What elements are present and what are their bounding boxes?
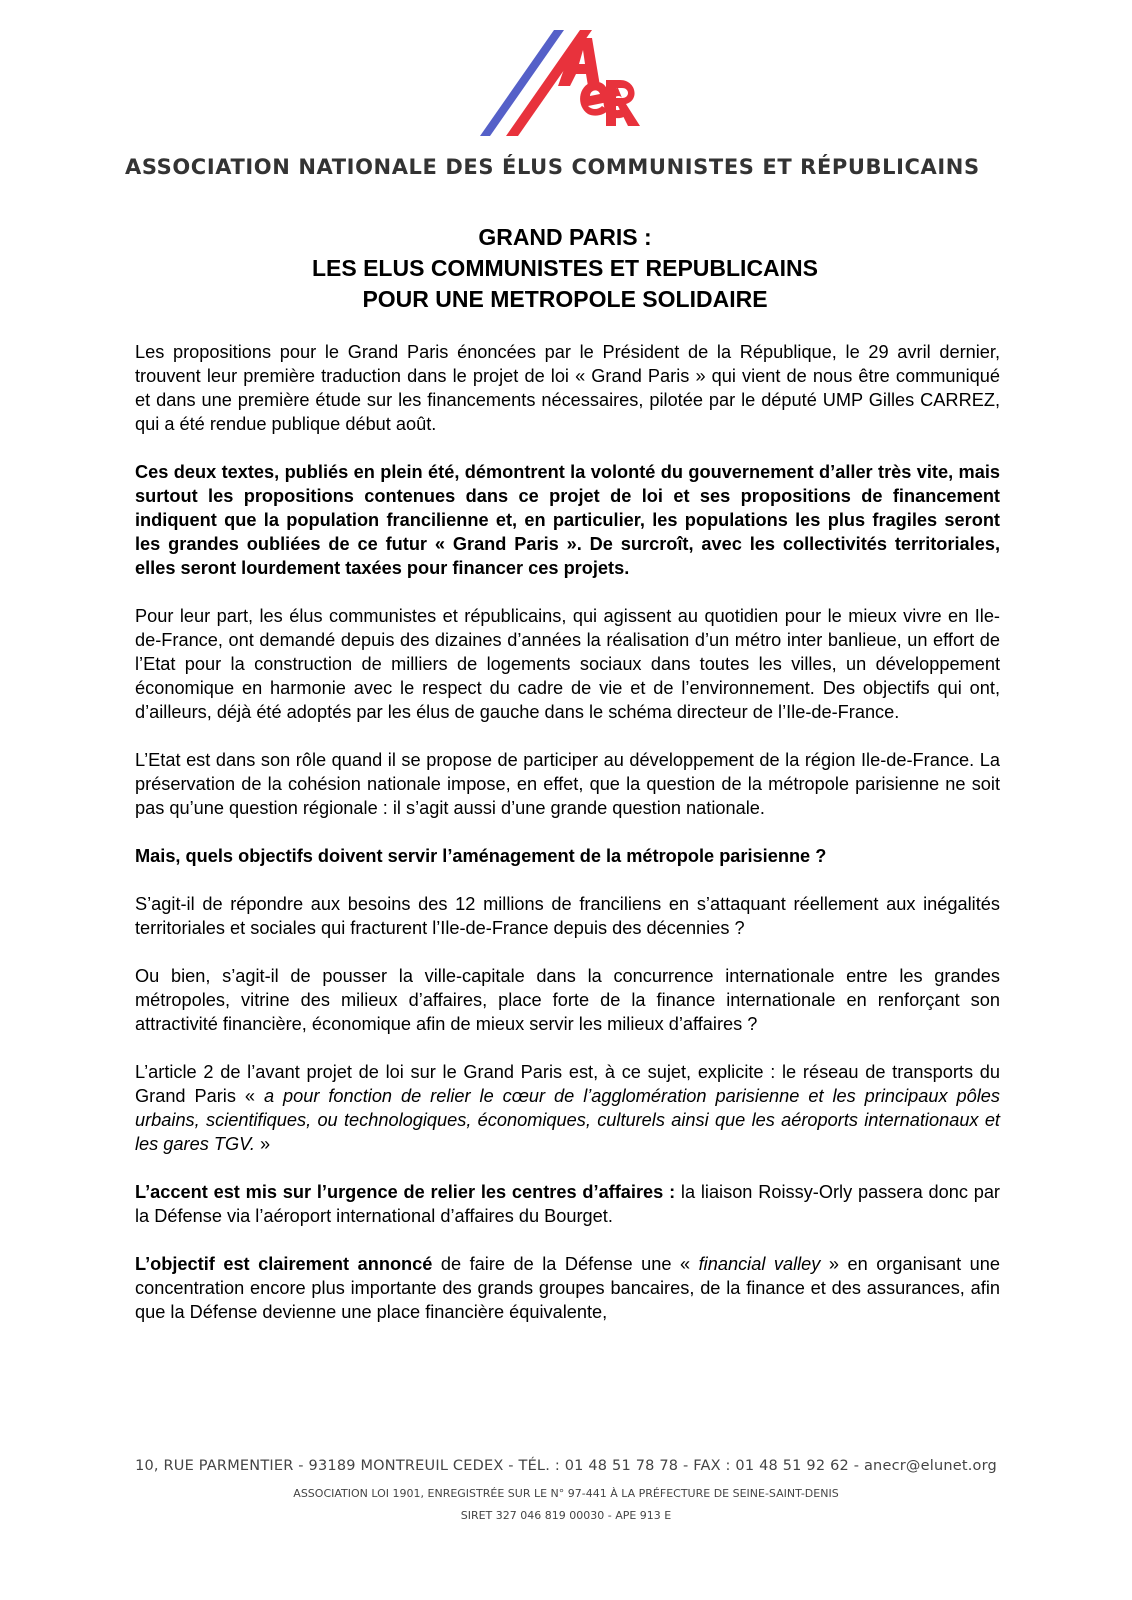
paragraph-8 <box>135 1060 1000 1156</box>
organization-name: ASSOCIATION NATIONALE DES ÉLUS COMMUNISTES ET RÉPUBLICAINS <box>125 155 980 179</box>
paragraph-3: Pour leur part, les élus communistes et républicains, qui agissent au quotidien pour le mieux vivre en Ile-de-France, ont demandé depuis des dizaines d’années la réalisation d’un métro inter banlieue, un effort de l’Etat pour la construction de milliers de logements sociaux dans toutes les villes, un développement économique en harmonie avec le respect du cadre de vie et de l’environnement. Des objectifs qui ont, d’ailleurs, déjà été adoptés par les élus de gauche dans le schéma directeur de l’Ile-de-France. <box>135 606 1000 722</box>
paragraph-7: Ou bien, s’agit-il de pousser la ville-capitale dans la concurrence internationale entre les grandes métropoles, vitrine des milieux d’affaires, place forte de la finance internationale en renforçant son attractivité financière, économique afin de mieux servir les milieux d’affaires ? <box>135 966 1000 1034</box>
paragraph-8-end: » <box>254 1134 271 1154</box>
title-line-2: LES ELUS COMMUNISTES ET REPUBLICAINS <box>311 255 819 281</box>
paragraph-9 <box>135 1180 1000 1228</box>
paragraph-10-bold: L’objectif est clairement annoncé <box>135 1254 433 1274</box>
title-line-1: GRAND PARIS : <box>478 224 652 250</box>
paragraph-4: L’Etat est dans son rôle quand il se propose de participer au développement de la région Ile-de-France. La préservation de la cohésion nationale impose, en effet, que la question de la métropole parisienne ne soit pas qu’une question régionale : il s’agit aussi d’une grande question nationale. <box>135 750 1000 818</box>
anecr-logo <box>480 30 645 142</box>
paragraph-10-rest: » en organisant une concentration encore plus importante des grands groupes bancaires, de la finance et des assurances, afin que la Défense devienne une place financière équivalente, <box>135 1254 1000 1322</box>
page-footer <box>0 1455 1132 1525</box>
paragraph-10-mid: de faire de la Défense une « <box>432 1254 699 1274</box>
footer-registration: ASSOCIATION LOI 1901, ENREGISTRÉE SUR LE N° 97-441 À LA PRÉFECTURE DE SEINE-SAINT-DENIS <box>293 1487 839 1500</box>
paragraph-1: Les propositions pour le Grand Paris énoncées par le Président de la République, le 29 avril dernier, trouvent leur première traduction dans le projet de loi « Grand Paris » qui vient de nous être communiqué et dans une première étude sur les financements nécessaires, pilotée par le député UMP Gilles CARREZ, qui a été rendue publique début août. <box>135 342 1000 434</box>
paragraph-8-quote: a pour fonction de relier le cœur de l’agglomération parisienne et les principaux pôles urbains, scientifiques, ou technologiques, économiques, culturels ainsi que les aéroports internationaux et les gares TGV. <box>135 1086 1000 1154</box>
title-line-3: POUR UNE METROPOLE SOLIDAIRE <box>362 286 768 312</box>
paragraph-2: Ces deux textes, publiés en plein été, démontrent la volonté du gouvernement d’aller très vite, mais surtout les propositions contenues dans ce projet de loi et ses propositions de financement indiquent que la population francilienne et, en particulier, les populations les plus fragiles seront les grandes oubliées de ce futur « Grand Paris ». De surcroît, avec les collectivités territoriales, elles seront lourdement taxées pour financer ces projets. <box>135 462 1000 578</box>
paragraph-10-italic: financial valley <box>698 1254 821 1274</box>
paragraph-8-intro: L’article 2 de l’avant projet de loi sur le Grand Paris est, à ce sujet, explicite : le réseau de transports du Grand Paris « <box>135 1062 1000 1106</box>
paragraph-9-bold: L’accent est mis sur l’urgence de relier les centres d’affaires : <box>135 1182 676 1202</box>
logo-letter-r <box>606 80 640 126</box>
footer-siret: SIRET 327 046 819 00030 - APE 913 E <box>460 1509 672 1522</box>
article-body <box>135 340 1000 1348</box>
document-title <box>130 222 1000 315</box>
paragraph-5-question: Mais, quels objectifs doivent servir l’aménagement de la métropole parisienne ? <box>135 846 827 866</box>
paragraph-10 <box>135 1252 1000 1324</box>
paragraph-9-rest: la liaison Roissy-Orly passera donc par la Défense via l’aéroport international d’affaires du Bourget. <box>135 1182 1000 1226</box>
paragraph-6: S’agit-il de répondre aux besoins des 12 millions de franciliens en s’attaquant réellement aux inégalités territoriales et sociales qui fracturent l’Ile-de-France depuis des décennies ? <box>135 894 1000 938</box>
footer-address: 10, RUE PARMENTIER - 93189 MONTREUIL CEDEX - TÉL. : 01 48 51 78 78 - FAX : 01 48 51 92 62 - anecr@elunet.org <box>135 1458 997 1474</box>
